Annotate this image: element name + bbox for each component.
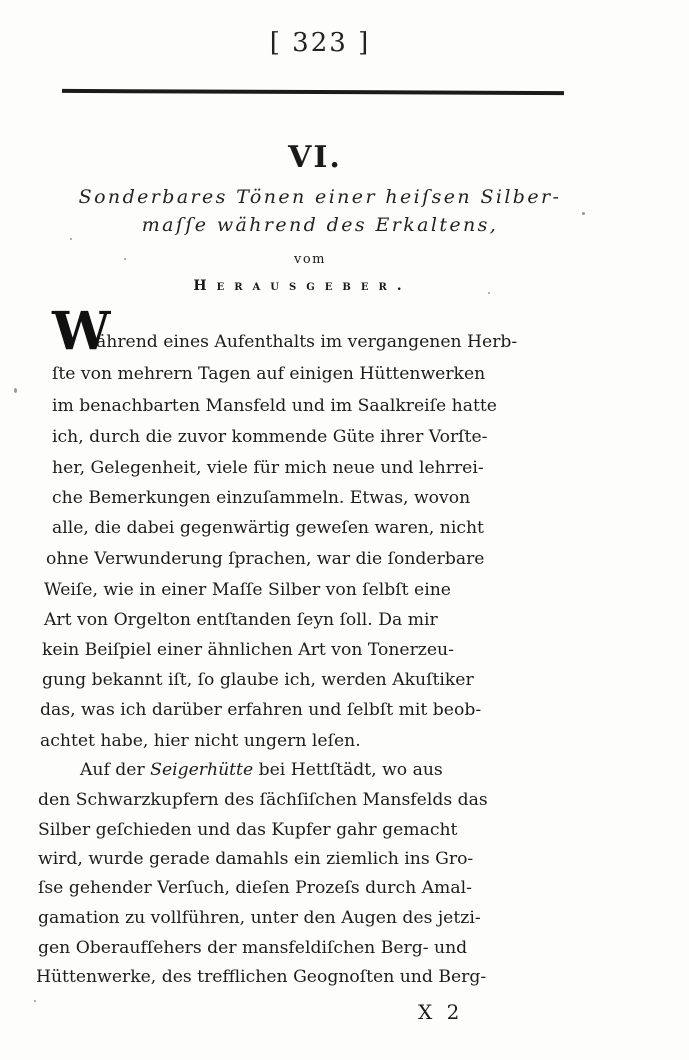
text-line: Weiſe, wie in einer Maſſe Silber von ſelbſt eine xyxy=(44,580,451,600)
text-line: Auf der Seigerhütte bei Hettſtädt, wo aus xyxy=(80,760,443,780)
text-line: ährend eines Aufenthalts im vergangenen Herb- xyxy=(96,332,518,352)
header-rule xyxy=(62,89,564,95)
place-name: Seigerhütte xyxy=(150,760,254,780)
text-line: im benachbarten Mansfeld und im Saalkreiſe hatte xyxy=(52,396,497,416)
author-name: Herausgeber. xyxy=(193,278,412,294)
text-line: gamation zu vollführen, unter den Augen des jetzi- xyxy=(38,908,481,928)
section-number: VI. xyxy=(288,140,342,175)
byline-prefix: vom xyxy=(294,252,326,267)
text-line: Hüttenwerke, des trefflichen Geognoſten und Berg- xyxy=(36,967,487,987)
text-line: her, Gelegenheit, viele für mich neue und lehrrei- xyxy=(52,458,484,478)
text-line: gen Oberaufſehers der mansfeldiſchen Berg- und xyxy=(38,938,468,958)
text-line: wird, wurde gerade damahls ein ziemlich ins Gro- xyxy=(38,849,474,869)
text-line: ich, durch die zuvor kommende Güte ihrer Vorſte- xyxy=(52,427,488,447)
text-line: Art von Orgelton entſtanden ſeyn ſoll. Da mir xyxy=(44,610,438,630)
text-line: Silber geſchieden und das Kupfer gahr gemacht xyxy=(38,820,458,840)
text-line: den Schwarzkupfern des ſächſiſchen Mansfelds das xyxy=(38,790,488,810)
signature-mark: X 2 xyxy=(418,1000,464,1024)
text-line: ohne Verwunderung ſprachen, war die ſonderbare xyxy=(46,549,485,569)
text-line: ſse gehender Verſuch, dieſen Prozeſs durch Amal- xyxy=(38,878,472,898)
scan-speck xyxy=(14,388,17,393)
article-title-line-1: Sonderbares Tönen einer heiſsen Silber- xyxy=(78,186,562,208)
text-line: das, was ich darüber erfahren und ſelbſt mit beob- xyxy=(40,700,482,720)
drop-cap: W xyxy=(52,301,111,362)
text-line: achtet habe, hier nicht ungern leſen. xyxy=(40,731,361,751)
text-line: alle, die dabei gegenwärtig geweſen waren, nicht xyxy=(52,518,484,538)
text-line: kein Beiſpiel einer ähnlichen Art von Tonerzeu- xyxy=(42,640,454,660)
article-title-line-2: maſſe während des Erkaltens, xyxy=(141,214,499,236)
scan-speck xyxy=(34,1000,36,1002)
text-line: ſte von mehrern Tagen auf einigen Hüttenwerken xyxy=(52,364,486,384)
text-line: gung bekannt iſt, ſo glaube ich, werden Akuſtiker xyxy=(42,670,474,690)
text-line: che Bemerkungen einzuſammeln. Etwas, wovon xyxy=(52,488,471,508)
scan-speck xyxy=(70,238,72,240)
page-number: [ 323 ] xyxy=(269,28,371,58)
